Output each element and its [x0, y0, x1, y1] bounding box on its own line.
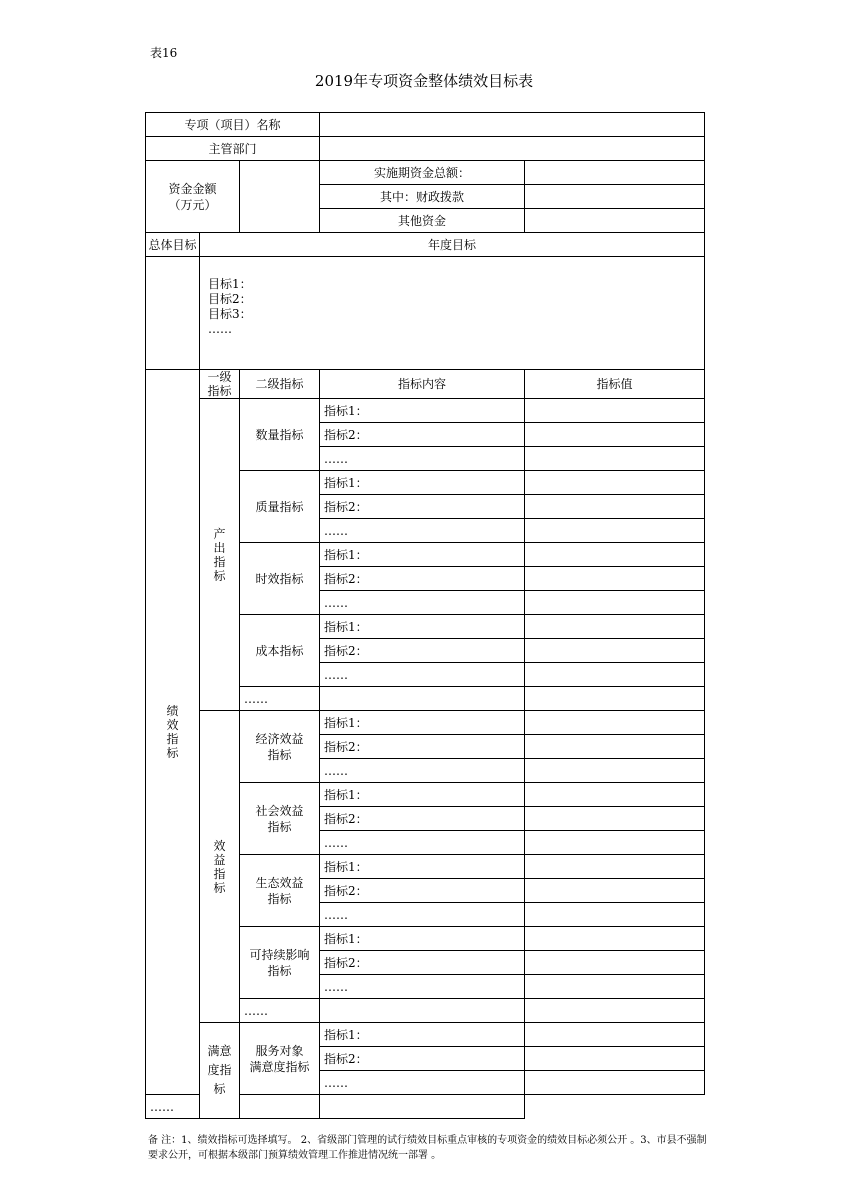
- indicator-value-cell: [525, 735, 705, 759]
- quantity-indicator-label: 数量指标: [240, 399, 320, 471]
- quality-indicator-label: 质量指标: [240, 471, 320, 543]
- indicator-value-cell: [525, 783, 705, 807]
- indicator-value-cell: [525, 711, 705, 735]
- indicator-value-cell: [525, 567, 705, 591]
- goal-line: 目标2：: [208, 292, 252, 306]
- level2-header: 二级指标: [240, 370, 320, 399]
- indicator-value-cell: [525, 615, 705, 639]
- indicator-value-cell: [525, 495, 705, 519]
- indicator-item: 指标1：: [320, 399, 525, 423]
- indicator-value-cell: [525, 663, 705, 687]
- indicator-value-cell: [525, 855, 705, 879]
- service-satisfaction-label: 服务对象 满意度指标: [240, 1023, 320, 1095]
- indicator-item: ……: [320, 519, 525, 543]
- indicator-value-cell: [525, 879, 705, 903]
- indicator-value-cell: [525, 831, 705, 855]
- output-indicator-label: 产 出 指 标: [200, 399, 240, 711]
- indicator-item: 指标2：: [320, 951, 525, 975]
- indicator-item-empty: [320, 999, 525, 1023]
- indicator-value-cell: [525, 807, 705, 831]
- indicator-value-cell: [525, 951, 705, 975]
- indicator-value-cell: [525, 399, 705, 423]
- indicator-value-cell: [525, 519, 705, 543]
- dept-cell: [320, 137, 705, 161]
- goal-line: 目标3：: [208, 307, 252, 321]
- indicator-item: 指标1：: [320, 471, 525, 495]
- indicator-item: 指标1：: [320, 783, 525, 807]
- indicator-item: 指标2：: [320, 495, 525, 519]
- other-fund-label: 其他资金: [320, 209, 525, 233]
- indicator-value-cell: [525, 1047, 705, 1071]
- indicator-item: 指标1：: [320, 543, 525, 567]
- annual-goal-cell: [200, 257, 705, 370]
- goal-line: 目标1：: [208, 277, 252, 291]
- dept-label: 主管部门: [146, 137, 320, 161]
- fiscal-label: 其中：财政拨款: [320, 185, 525, 209]
- fund-amount-cell: [240, 161, 320, 233]
- level2-ellipsis: ……: [240, 687, 320, 711]
- indicator-value-cell: [525, 591, 705, 615]
- indicator-item: 指标1：: [320, 1023, 525, 1047]
- indicator-item: 指标2：: [320, 735, 525, 759]
- total-fund-label: 实施期资金总额：: [320, 161, 525, 185]
- indicator-value-cell: [525, 639, 705, 663]
- indicator-item: 指标2：: [320, 567, 525, 591]
- goal-line: ……: [208, 322, 232, 336]
- indicator-item: ……: [320, 663, 525, 687]
- performance-target-table: [145, 112, 705, 1119]
- timeliness-indicator-label: 时效指标: [240, 543, 320, 615]
- level2-ellipsis: ……: [146, 1095, 200, 1119]
- indicator-item: ……: [320, 1071, 525, 1095]
- indicator-item: 指标2：: [320, 423, 525, 447]
- indicator-value-cell: [525, 1023, 705, 1047]
- cost-indicator-label: 成本指标: [240, 615, 320, 687]
- footnote: 备 注：1、绩效指标可选择填写。 2、省级部门管理的试行绩效目标重点审核的专项资金的绩效目标必须公开 。3、市县不强制要求公开，可根据本级部门预算绩效管理工作推进情况统一部署 。: [148, 1135, 707, 1161]
- indicator-item: 指标2：: [320, 639, 525, 663]
- indicator-item: 指标1：: [320, 855, 525, 879]
- indicator-item: ……: [320, 831, 525, 855]
- table-number: 表16: [150, 46, 178, 60]
- indicator-item: ……: [320, 591, 525, 615]
- indicator-value-cell: [525, 1071, 705, 1095]
- project-name-cell: [320, 113, 705, 137]
- indicator-item: 指标2：: [320, 807, 525, 831]
- level2-ellipsis: ……: [240, 999, 320, 1023]
- indicator-item: ……: [320, 447, 525, 471]
- overall-goal-label: 总体目标: [146, 233, 200, 257]
- indicator-item: ……: [320, 903, 525, 927]
- indicator-value-cell: [525, 447, 705, 471]
- satisfaction-indicator-label: 满意 度指 标: [200, 1023, 240, 1119]
- indicator-item: 指标2：: [320, 879, 525, 903]
- indicator-value-cell: [525, 999, 705, 1023]
- content-header: 指标内容: [320, 370, 525, 399]
- level1-header: 一级 指标: [200, 370, 240, 399]
- fiscal-cell: [525, 185, 705, 209]
- value-header: 指标值: [525, 370, 705, 399]
- sustainability-indicator-label: 可持续影响 指标: [240, 927, 320, 999]
- indicator-item: ……: [320, 759, 525, 783]
- indicator-value-cell: [525, 543, 705, 567]
- annual-goal-label: 年度目标: [200, 233, 705, 257]
- total-fund-cell: [525, 161, 705, 185]
- indicator-item: 指标1：: [320, 711, 525, 735]
- indicator-value-cell: [525, 471, 705, 495]
- indicator-value-cell: [320, 1095, 525, 1119]
- indicator-item: 指标1：: [320, 927, 525, 951]
- social-indicator-label: 社会效益 指标: [240, 783, 320, 855]
- indicator-item-empty: [240, 1095, 320, 1119]
- indicator-item: ……: [320, 975, 525, 999]
- indicator-value-cell: [525, 903, 705, 927]
- page-title: 2019年专项资金整体绩效目标表: [314, 72, 534, 90]
- indicator-value-cell: [525, 759, 705, 783]
- benefit-indicator-label: 效 益 指 标: [200, 711, 240, 1023]
- indicator-value-cell: [525, 687, 705, 711]
- indicator-item-empty: [320, 687, 525, 711]
- indicator-item: 指标2：: [320, 1047, 525, 1071]
- indicator-value-cell: [525, 423, 705, 447]
- ecological-indicator-label: 生态效益 指标: [240, 855, 320, 927]
- indicator-value-cell: [525, 975, 705, 999]
- economic-indicator-label: 经济效益 指标: [240, 711, 320, 783]
- fund-amount-label: 资金金额 （万元）: [146, 161, 240, 233]
- indicator-item: 指标1：: [320, 615, 525, 639]
- project-name-label: 专项（项目）名称: [146, 113, 320, 137]
- overall-goal-cell: [146, 257, 200, 370]
- other-fund-cell: [525, 209, 705, 233]
- indicator-value-cell: [525, 927, 705, 951]
- performance-indicator-label: 绩 效 指 标: [146, 370, 200, 1095]
